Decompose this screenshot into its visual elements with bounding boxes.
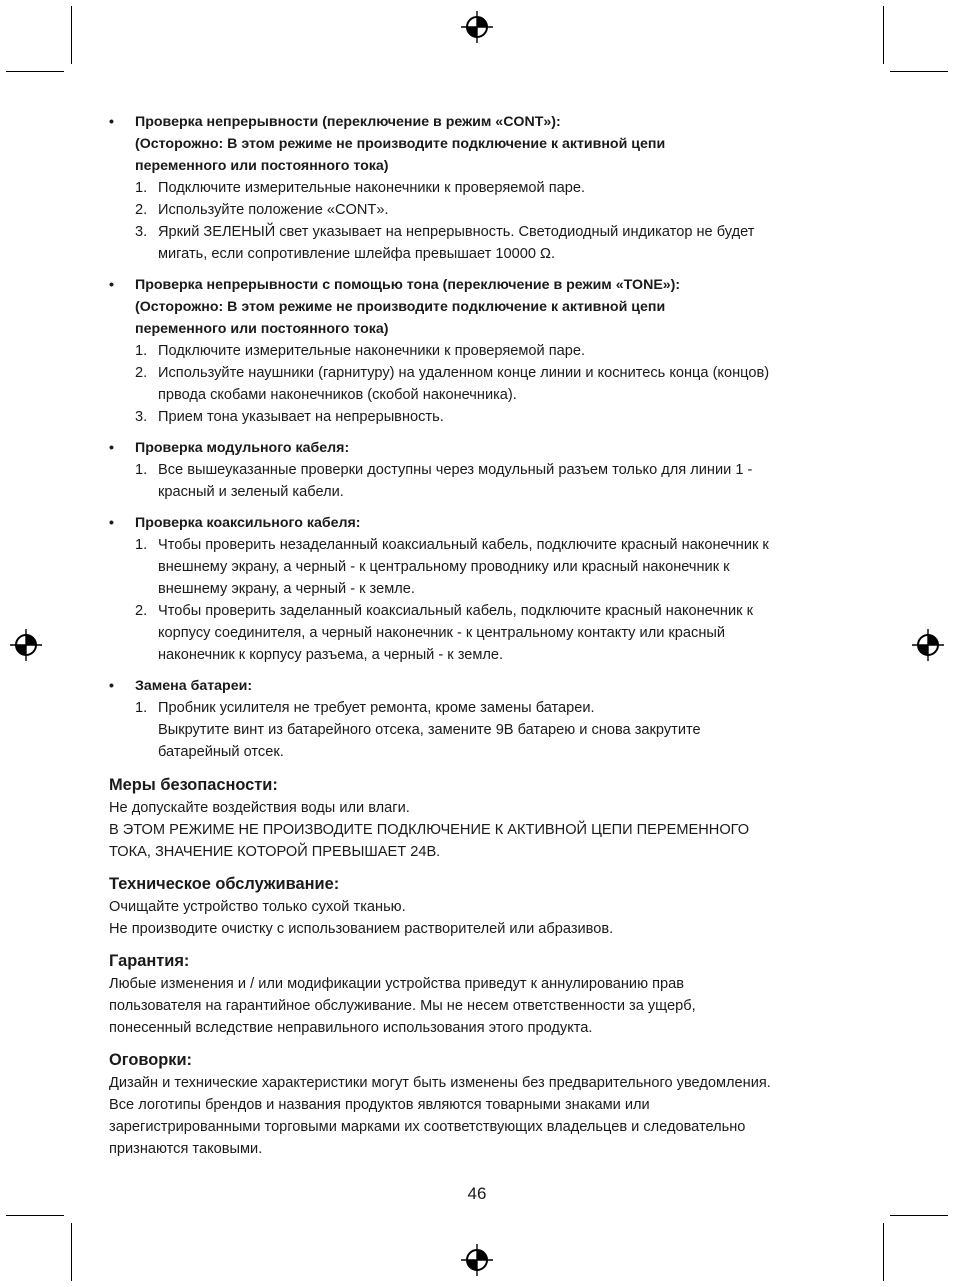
section-bullet-heading bbox=[109, 512, 854, 534]
instruction-section bbox=[109, 512, 854, 666]
numbered-list bbox=[109, 697, 854, 763]
section-bullet-heading bbox=[109, 437, 854, 459]
bullet-heading-line: Проверка коаксильного кабеля: bbox=[135, 515, 361, 531]
instruction-section bbox=[109, 675, 854, 763]
crop-mark-bottom-left-h bbox=[6, 1215, 64, 1216]
list-item-line: Используйте наушники (гарнитуру) на удаленном конце линии и коснитесь конца (концов) bbox=[158, 365, 770, 381]
list-item-number: 3. bbox=[135, 224, 148, 240]
list-item bbox=[109, 406, 854, 428]
numbered-list bbox=[109, 340, 854, 428]
list-item-number: 1. bbox=[135, 180, 148, 196]
list-item bbox=[109, 221, 854, 265]
block-body bbox=[109, 896, 854, 940]
bullet-heading-line: Проверка непрерывности с помощью тона (переключение в режим «TONE»): bbox=[135, 277, 681, 293]
registration-mark-top-icon bbox=[461, 11, 493, 43]
list-item-line: првода скобами наконечников (скобой наконечника). bbox=[158, 387, 517, 403]
instruction-section bbox=[109, 274, 854, 428]
crop-mark-bottom-left-v bbox=[71, 1223, 72, 1281]
list-item-line: внешнему экрану, а черный - к центральному проводнику или красный наконечник к bbox=[158, 559, 730, 575]
list-item-number: 1. bbox=[135, 462, 148, 478]
list-item-number: 3. bbox=[135, 409, 148, 425]
list-item-line: наконечник к корпусу разъема, а черный - к земле. bbox=[158, 647, 504, 663]
list-item-line: Все вышеуказанные проверки доступны через модульный разъем только для линии 1 - bbox=[158, 462, 753, 478]
numbered-list bbox=[109, 534, 854, 666]
list-item-number: 2. bbox=[135, 603, 148, 619]
block-body-line: признаются таковыми. bbox=[109, 1141, 263, 1157]
list-item-number: 2. bbox=[135, 365, 148, 381]
block-heading: Гарантия: bbox=[109, 952, 190, 970]
list-item-line: Подключите измерительные наконечники к проверяемой паре. bbox=[158, 343, 586, 359]
page-content bbox=[109, 111, 854, 1160]
block-body-line: ТОКА, ЗНАЧЕНИЕ КОТОРОЙ ПРЕВЫШАЕТ 24В. bbox=[109, 844, 441, 860]
bullet-dot: • bbox=[109, 678, 114, 694]
bullet-heading-line: переменного или постоянного тока) bbox=[135, 158, 389, 174]
list-item-line: корпусу соединителя, а черный наконечник - к центральному контакту или красный bbox=[158, 625, 726, 641]
list-item-line: мигать, если сопротивление шлейфа превышает 10000 Ω. bbox=[158, 246, 556, 262]
list-item bbox=[109, 340, 854, 362]
block-body-line: Очищайте устройство только сухой тканью. bbox=[109, 899, 406, 915]
section-bullet-heading bbox=[109, 675, 854, 697]
bullet-heading-line: (Осторожно: В этом режиме не производите подключение к активной цепи bbox=[135, 299, 666, 315]
block-body-line: зарегистрированными торговыми марками их соответствующих владельцев и следовательно bbox=[109, 1119, 746, 1135]
info-block bbox=[109, 773, 854, 863]
registration-mark-right-icon bbox=[912, 629, 944, 661]
block-body bbox=[109, 973, 854, 1039]
block-heading: Меры безопасности: bbox=[109, 776, 278, 794]
crop-mark-top-right-v bbox=[883, 6, 884, 64]
instruction-section bbox=[109, 437, 854, 503]
info-block bbox=[109, 872, 854, 940]
list-item-line: Чтобы проверить незаделанный коаксиальный кабель, подключите красный наконечник к bbox=[158, 537, 769, 553]
block-body-line: Не производите очистку с использованием растворителей или абразивов. bbox=[109, 921, 614, 937]
bullet-heading-line: Проверка непрерывности (переключение в режим «CONT»): bbox=[135, 114, 561, 130]
list-item-number: 1. bbox=[135, 700, 148, 716]
list-item bbox=[109, 199, 854, 221]
list-item-line: Подключите измерительные наконечники к проверяемой паре. bbox=[158, 180, 586, 196]
block-heading: Техническое обслуживание: bbox=[109, 875, 340, 893]
block-heading: Оговорки: bbox=[109, 1051, 192, 1069]
list-item bbox=[109, 459, 854, 503]
info-block bbox=[109, 949, 854, 1039]
list-item-line: Чтобы проверить заделанный коаксиальный кабель, подключите красный наконечник к bbox=[158, 603, 753, 619]
block-body bbox=[109, 1072, 854, 1160]
list-item-line: Яркий ЗЕЛЕНЫЙ свет указывает на непрерывность. Светодиодный индикатор не будет bbox=[158, 224, 755, 240]
section-bullet-heading bbox=[109, 111, 854, 177]
bullet-heading-line: Замена батареи: bbox=[135, 678, 253, 694]
info-blocks bbox=[109, 773, 854, 1160]
crop-mark-bottom-right-v bbox=[883, 1223, 884, 1281]
bullet-dot: • bbox=[109, 515, 114, 531]
numbered-list bbox=[109, 177, 854, 265]
block-body-line: Дизайн и технические характеристики могут быть изменены без предварительного уведомления. bbox=[109, 1075, 771, 1091]
bullet-heading-line: (Осторожно: В этом режиме не производите подключение к активной цепи bbox=[135, 136, 666, 152]
block-body-line: понесенный вследствие неправильного использования этого продукта. bbox=[109, 1020, 593, 1036]
list-item-line: батарейный отсек. bbox=[158, 744, 284, 760]
page-number: 46 bbox=[467, 1184, 487, 1203]
crop-mark-bottom-right-h bbox=[890, 1215, 948, 1216]
bullet-heading-line: Проверка модульного кабеля: bbox=[135, 440, 350, 456]
list-item-number: 1. bbox=[135, 537, 148, 553]
crop-mark-top-right-h bbox=[890, 71, 948, 72]
list-item bbox=[109, 177, 854, 199]
crop-mark-top-left-v bbox=[71, 6, 72, 64]
crop-mark-top-left-h bbox=[6, 71, 64, 72]
bullet-dot: • bbox=[109, 440, 114, 456]
list-item-number: 1. bbox=[135, 343, 148, 359]
list-item-line: внешнему экрану, а черный - к земле. bbox=[158, 581, 415, 597]
list-item bbox=[109, 534, 854, 600]
block-body bbox=[109, 797, 854, 863]
block-body-line: В ЭТОМ РЕЖИМЕ НЕ ПРОИЗВОДИТЕ ПОДКЛЮЧЕНИЕ К АКТИВНОЙ ЦЕПИ ПЕРЕМЕННОГО bbox=[109, 822, 750, 838]
list-item-number: 2. bbox=[135, 202, 148, 218]
block-body-line: Все логотипы брендов и названия продуктов являются товарными знаками или bbox=[109, 1097, 650, 1113]
list-item-line: Прием тона указывает на непрерывность. bbox=[158, 409, 444, 425]
section-bullet-heading bbox=[109, 274, 854, 340]
block-body-line: Любые изменения и / или модификации устройства приведут к аннулированию прав bbox=[109, 976, 684, 992]
info-block bbox=[109, 1048, 854, 1160]
registration-mark-bottom-icon bbox=[461, 1244, 493, 1276]
registration-mark-left-icon bbox=[10, 629, 42, 661]
list-item-line: Пробник усилителя не требует ремонта, кроме замены батареи. bbox=[158, 700, 595, 716]
bullet-dot: • bbox=[109, 277, 114, 293]
instruction-sections bbox=[109, 111, 854, 763]
block-body-line: Не допускайте воздействия воды или влаги. bbox=[109, 800, 410, 816]
numbered-list bbox=[109, 459, 854, 503]
instruction-section bbox=[109, 111, 854, 265]
bullet-dot: • bbox=[109, 114, 114, 130]
list-item bbox=[109, 600, 854, 666]
block-body-line: пользователя на гарантийное обслуживание. Мы не несем ответственности за ущерб, bbox=[109, 998, 696, 1014]
list-item bbox=[109, 697, 854, 763]
bullet-heading-line: переменного или постоянного тока) bbox=[135, 321, 389, 337]
list-item-line: Используйте положение «CONT». bbox=[158, 202, 389, 218]
list-item bbox=[109, 362, 854, 406]
list-item-line: Выкрутите винт из батарейного отсека, замените 9В батарею и снова закрутите bbox=[158, 722, 701, 738]
list-item-line: красный и зеленый кабели. bbox=[158, 484, 344, 500]
